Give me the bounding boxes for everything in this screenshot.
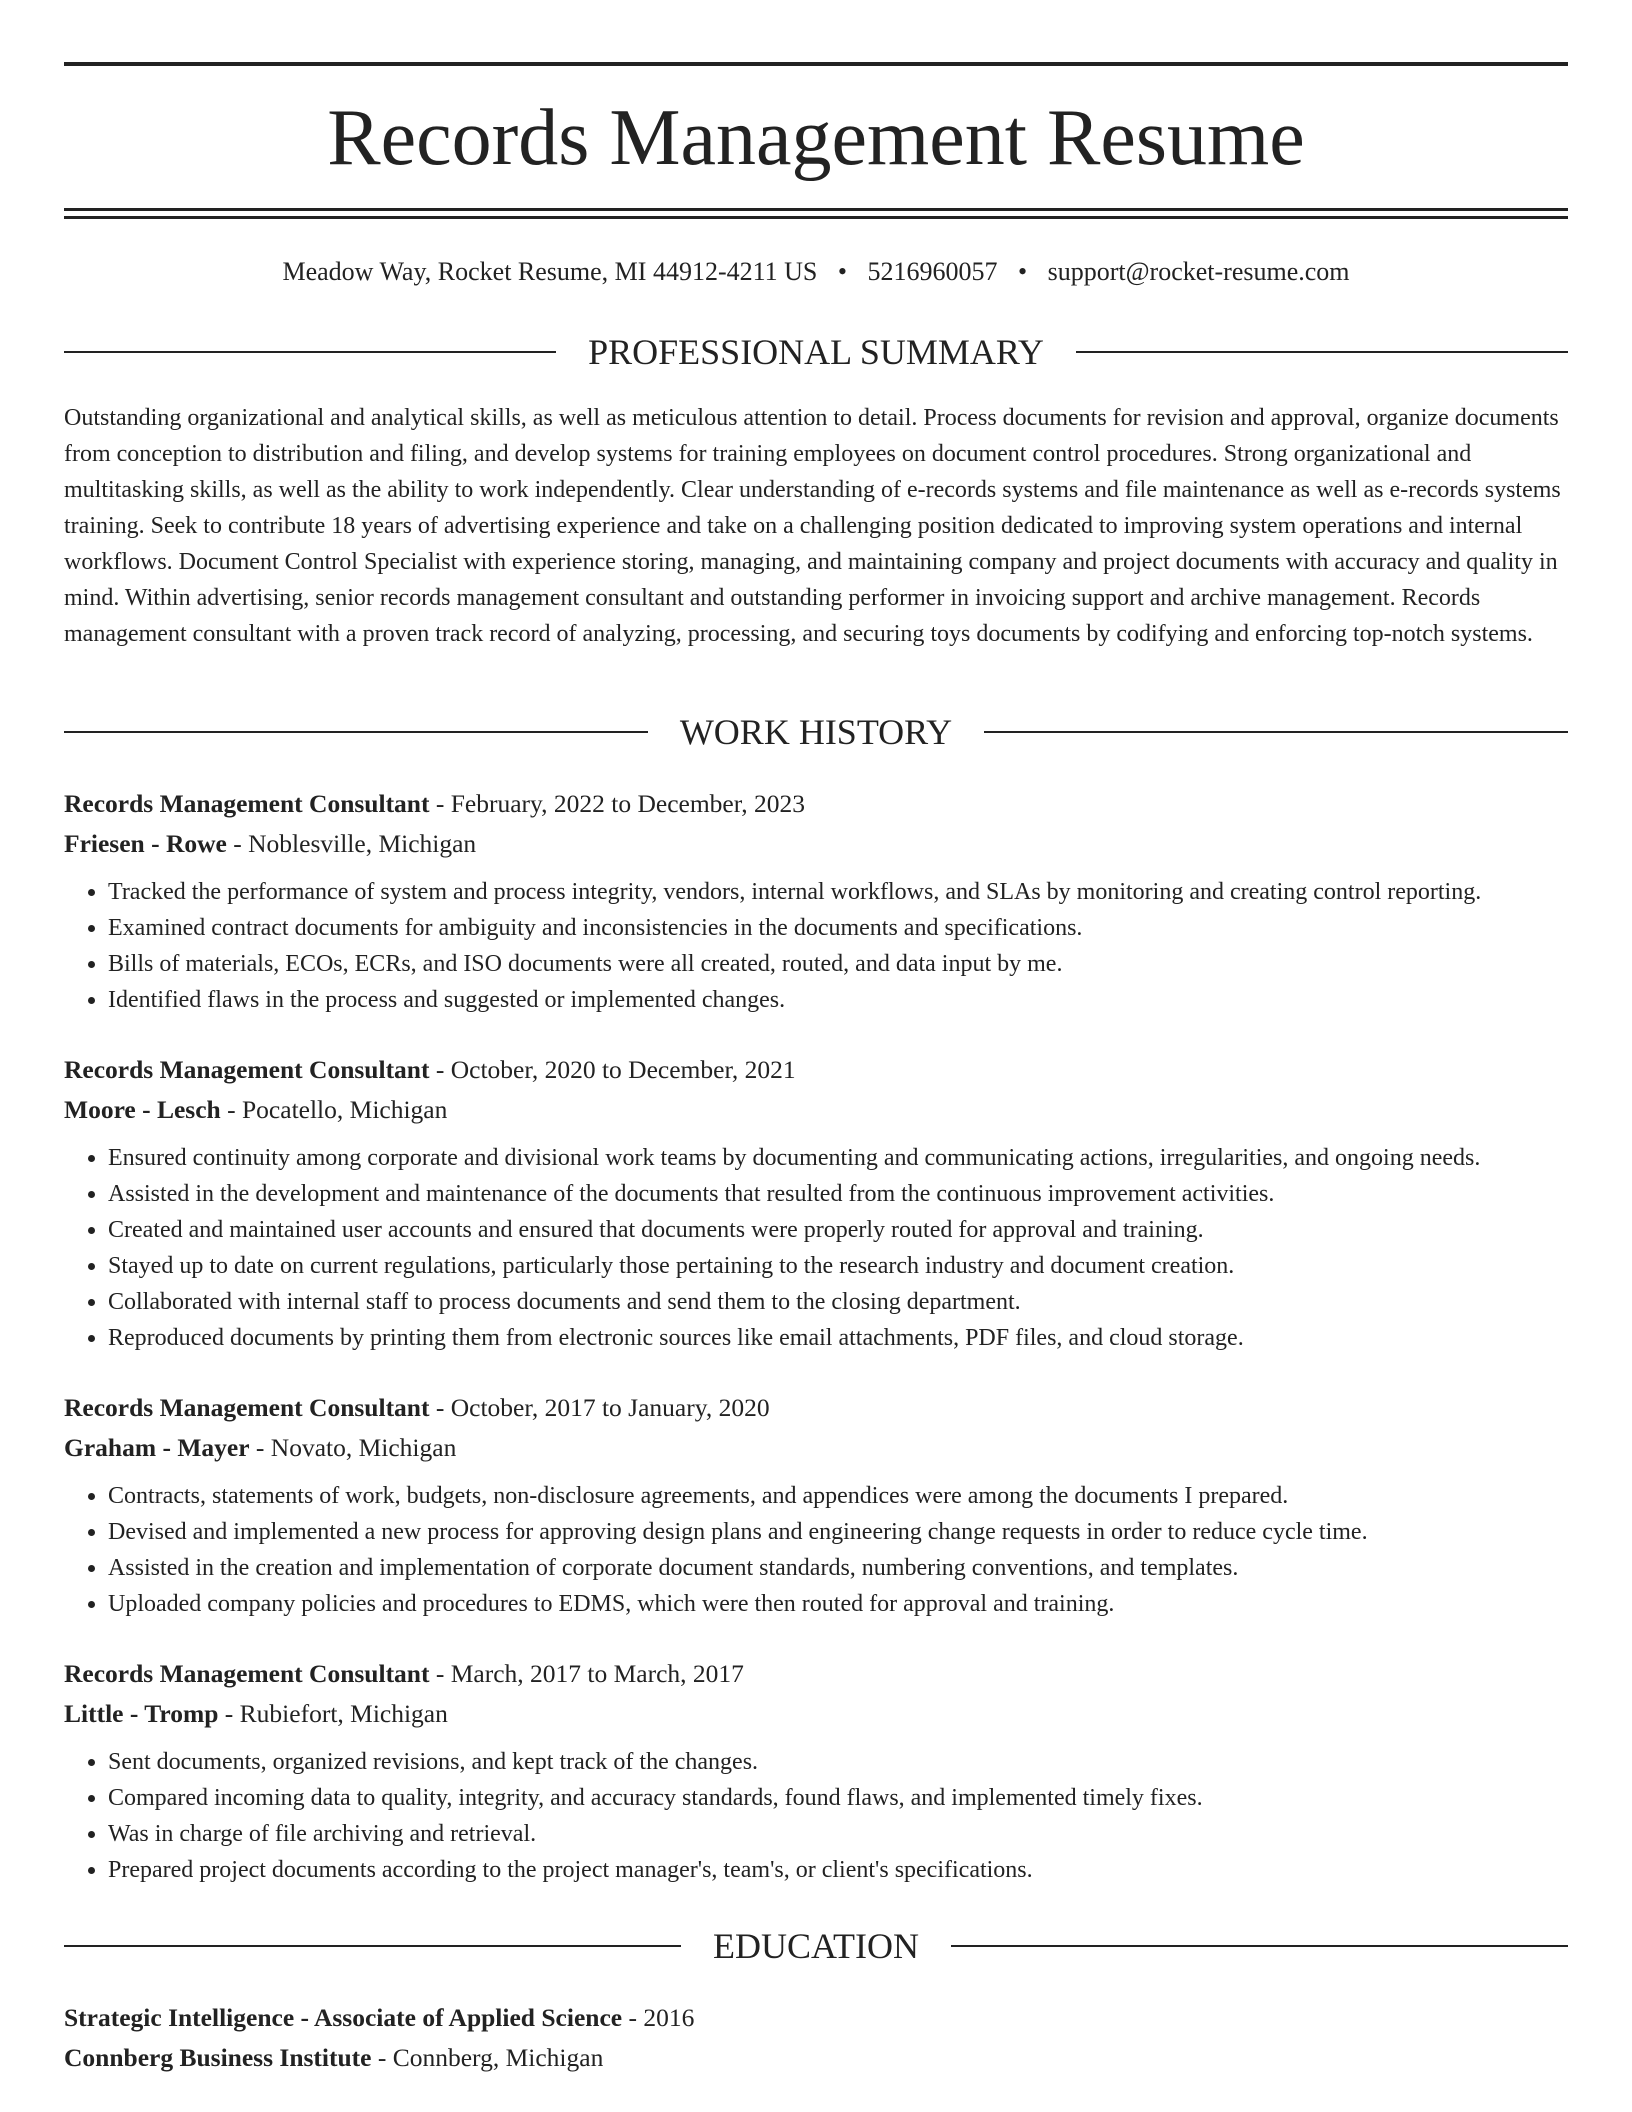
heading-rule [984,731,1568,733]
education-degree-line [64,1998,1568,2038]
job-bullet: • Uploaded company policies and procedures to EDMS, which were then routed for approval and training. [108,1586,1568,1622]
job-bullet: • Created and maintained user accounts and ensured that documents were properly routed for approval and training. [108,1212,1568,1248]
job-bullets [64,874,1568,1018]
job-company-line [64,1090,1568,1130]
job-title-line [64,784,1568,824]
education-entry [64,1998,1568,2078]
education-year: 2016 [643,2003,695,2032]
dash: - [220,1095,242,1124]
dash: - [622,2003,644,2032]
job-bullets [64,1140,1568,1356]
job-bullet: • Examined contract documents for ambiguity and inconsistencies in the documents and specifications. [108,910,1568,946]
job-bullet: • Contracts, statements of work, budgets, non-disclosure agreements, and appendices were among the documents I prepared. [108,1478,1568,1514]
job-title-line [64,1654,1568,1694]
dash: - [429,1393,451,1422]
heading-rule [951,1945,1568,1947]
job-title-line [64,1050,1568,1090]
job-title: Records Management Consultant [64,789,430,818]
job-company-line [64,824,1568,864]
heading-rule [64,731,648,733]
resume-title: Records Management Resume [327,94,1305,182]
job-bullet: • Prepared project documents according to the project manager's, team's, or client's specifications. [108,1852,1568,1888]
section-heading-work [64,710,1568,754]
job-dates: October, 2020 to December, 2021 [450,1055,796,1084]
job-location: Novato, Michigan [270,1433,457,1462]
section-heading-education [64,1924,1568,1968]
job-bullet: • Ensured continuity among corporate and divisional work teams by documenting and communicating actions, irregularities, and ongoing needs. [108,1140,1568,1176]
contact-separator: • [837,257,847,286]
heading-rule [64,351,556,353]
job-location: Noblesville, Michigan [248,829,477,858]
job-bullet: • Stayed up to date on current regulations, particularly those pertaining to the research industry and document creation. [108,1248,1568,1284]
contact-separator: • [1018,257,1028,286]
job-bullet: • Tracked the performance of system and process integrity, vendors, internal workflows, and SLAs by monitoring and creating control reporting. [108,874,1568,910]
heading-rule [64,1945,681,1947]
dash: - [226,829,249,858]
job-bullet: • Compared incoming data to quality, integrity, and accuracy standards, found flaws, and implemented timely fixes. [108,1780,1568,1816]
education-school-line [64,2038,1568,2078]
job-bullet: • Identified flaws in the process and suggested or implemented changes. [108,982,1568,1018]
dash: - [371,2043,393,2072]
section-label: PROFESSIONAL SUMMARY [588,332,1044,372]
job-bullets [64,1478,1568,1622]
job-company-line [64,1694,1568,1734]
job-company-line [64,1428,1568,1468]
title-double-rule [64,208,1568,219]
job-bullet: • Reproduced documents by printing them from electronic sources like email attachments, PDF files, and cloud storage. [108,1320,1568,1356]
job-bullet: • Assisted in the creation and implementation of corporate document standards, numbering conventions, and templates. [108,1550,1568,1586]
dash: - [429,1055,451,1084]
job-bullet: • Collaborated with internal staff to process documents and send them to the closing department. [108,1284,1568,1320]
job-entry [64,1388,1568,1622]
contact-line [64,254,1568,290]
job-title-line [64,1388,1568,1428]
heading-rule [1076,351,1568,353]
job-title: Records Management Consultant [64,1659,430,1688]
job-location: Pocatello, Michigan [242,1095,448,1124]
job-bullet: • Assisted in the development and maintenance of the documents that resulted from the continuous improvement activities. [108,1176,1568,1212]
section-heading-summary [64,330,1568,374]
dash: - [249,1433,271,1462]
job-location: Rubiefort, Michigan [239,1699,448,1728]
job-entry [64,1654,1568,1888]
education-degree: Strategic Intelligence - Associate of Applied Science [64,2003,623,2032]
work-history-list [64,784,1568,1920]
job-entry [64,1050,1568,1356]
contact-email: support@rocket-resume.com [1047,257,1350,286]
job-dates: March, 2017 to March, 2017 [450,1659,744,1688]
job-dates: February, 2022 to December, 2023 [450,789,805,818]
dash: - [429,789,451,818]
education-location: Connberg, Michigan [392,2043,604,2072]
contact-phone: 5216960057 [867,257,998,286]
section-label: EDUCATION [713,1926,919,1966]
job-company: Little - Tromp [64,1699,219,1728]
job-entry [64,784,1568,1018]
job-bullet: • Was in charge of file archiving and retrieval. [108,1816,1568,1852]
dash: - [218,1699,240,1728]
contact-address: Meadow Way, Rocket Resume, MI 44912-4211 US [282,257,818,286]
summary-text: Outstanding organizational and analytical skills, as well as meticulous attention to detail. Process documents for revision and approval, organize documents from conception to distribution and filing, and develop systems for training employees on document control procedures. Strong organizational and multitasking skills, as well as the ability to work independently. Clear understanding of e-records systems and file maintenance as well as e-records systems training. Seek to contribute 18 years of advertising experience and take on a challenging position dedicated to improving system operations and internal workflows. Document Control Specialist with experience storing, managing, and maintaining company and project documents with accuracy and quality in mind. Within advertising, senior records management consultant and outstanding performer in invoicing support and archive management. Records management consultant with a proven track record of analyzing, processing, and securing toys documents by codifying and enforcing top-notch systems. [64,405,1561,647]
dash: - [429,1659,451,1688]
job-bullets [64,1744,1568,1888]
section-label: WORK HISTORY [679,712,953,752]
education-school: Connberg Business Institute [64,2043,372,2072]
job-title: Records Management Consultant [64,1393,430,1422]
job-company: Friesen - Rowe [64,829,227,858]
top-rule [64,62,1568,66]
job-bullet: • Sent documents, organized revisions, and kept track of the changes. [108,1744,1568,1780]
job-bullet: • Bills of materials, ECOs, ECRs, and ISO documents were all created, routed, and data input by me. [108,946,1568,982]
job-title: Records Management Consultant [64,1055,430,1084]
job-company: Moore - Lesch [64,1095,221,1124]
job-dates: October, 2017 to January, 2020 [450,1393,770,1422]
job-company: Graham - Mayer [64,1433,250,1462]
job-bullet: • Devised and implemented a new process for approving design plans and engineering change requests in order to reduce cycle time. [108,1514,1568,1550]
